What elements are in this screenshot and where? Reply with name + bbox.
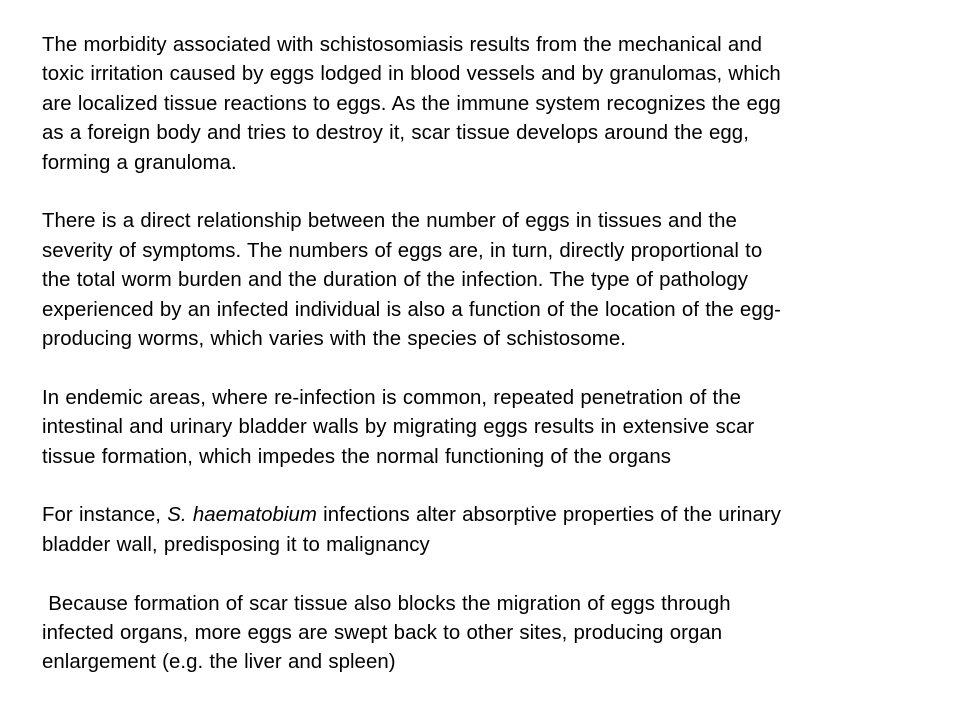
text-line: tissue formation, which impedes the normal functioning of the organs [42,445,672,468]
text-line: as a foreign body and tries to destroy it, scar tissue develops around the egg, [42,122,749,145]
text-line: There is a direct relationship between the number of eggs in tissues and the [42,210,737,233]
text-line: producing worms, which varies with the species of schistosome. [42,328,626,351]
text-run: For instance, [42,504,168,527]
text-line: The morbidity associated with schistosomiasis results from the mechanical and [42,34,763,56]
paragraph-egg-burden [42,207,922,354]
text-line: forming a granuloma. [42,151,237,174]
text-line: Because formation of scar tissue also blocks the migration of eggs through [42,592,731,615]
text-line: bladder wall, predisposing it to malignancy [42,533,430,556]
paragraph-haematobium [42,501,922,560]
text-line: toxic irritation caused by eggs lodged in blood vessels and by granulomas, which [42,63,781,86]
text-body [42,31,922,678]
text-line: intestinal and urinary bladder walls by migrating eggs results in extensive scar [42,416,755,439]
text-line: severity of symptoms. The numbers of eggs are, in turn, directly proportional to [42,239,763,262]
paragraph-endemic-areas [42,384,922,472]
paragraph-scar-tissue [42,590,922,678]
text-line: In endemic areas, where re-infection is common, repeated penetration of the [42,386,742,409]
text-line: experienced by an infected individual is also a function of the location of the egg- [42,298,781,321]
text-run: infections alter absorptive properties of the urinary [316,504,782,527]
paragraph-morbidity [42,31,922,178]
text-line [42,501,922,530]
text-line: the total worm burden and the duration of the infection. The type of pathology [42,269,749,292]
text-line: are localized tissue reactions to eggs. As the immune system recognizes the egg [42,92,781,115]
species-name-italic: S. haematobium [167,504,317,527]
text-line: enlargement (e.g. the liver and spleen) [42,651,396,674]
text-line: infected organs, more eggs are swept back to other sites, producing organ [42,622,723,645]
